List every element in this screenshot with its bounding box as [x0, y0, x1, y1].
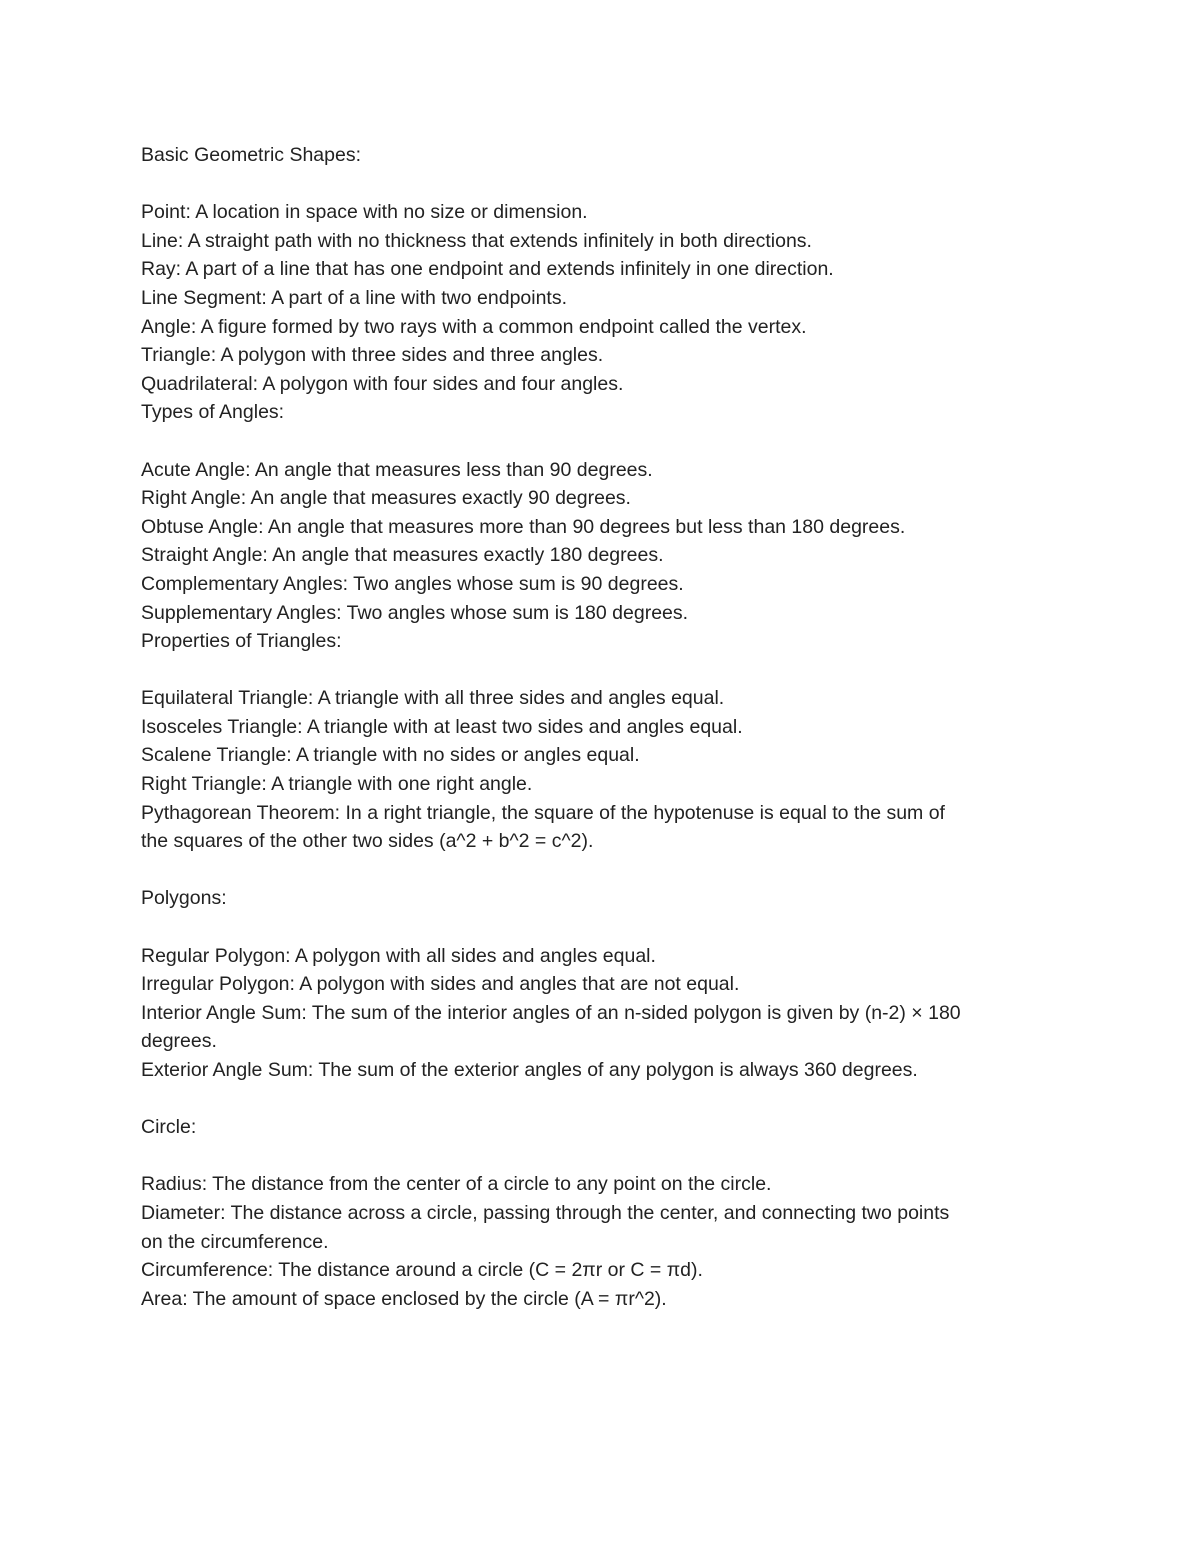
text-line: Irregular Polygon: A polygon with sides and angles that are not equal.: [141, 973, 740, 996]
blank-line: [141, 913, 1061, 942]
text-line: Circumference: The distance around a circle (C = 2πr or C = πd).: [141, 1259, 703, 1282]
blank-line: [141, 427, 1061, 456]
blank-line: [141, 1142, 1061, 1171]
section-heading: Types of Angles:: [141, 401, 285, 424]
text-line: Triangle: A polygon with three sides and three angles.: [141, 344, 604, 367]
text-line: degrees.: [141, 1030, 217, 1053]
section-heading: Properties of Triangles:: [141, 630, 342, 653]
document-page: [141, 141, 1061, 1313]
section-heading: Basic Geometric Shapes:: [141, 144, 362, 166]
text-line: Ray: A part of a line that has one endpoint and extends infinitely in one direction.: [141, 258, 834, 281]
text-line: Diameter: The distance across a circle, passing through the center, and connecting two points: [141, 1201, 950, 1224]
text-line: Quadrilateral: A polygon with four sides and four angles.: [141, 372, 624, 395]
text-line: the squares of the other two sides (a^2 + b^2 = c^2).: [141, 830, 594, 853]
text-line: Radius: The distance from the center of a circle to any point on the circle.: [141, 1173, 772, 1196]
text-line: Isosceles Triangle: A triangle with at least two sides and angles equal.: [141, 715, 743, 738]
text-line: Point: A location in space with no size or dimension.: [141, 201, 588, 224]
text-line: Line Segment: A part of a line with two endpoints.: [141, 286, 568, 309]
blank-line: [141, 856, 1061, 885]
text-line: Equilateral Triangle: A triangle with all three sides and angles equal.: [141, 687, 725, 710]
text-line: Interior Angle Sum: The sum of the interior angles of an n-sided polygon is given by (n-2) × 180: [141, 1001, 961, 1024]
text-line: Line: A straight path with no thickness that extends infinitely in both directions.: [141, 229, 812, 252]
text-line: on the circumference.: [141, 1230, 329, 1253]
text-line: Area: The amount of space enclosed by the circle (A = πr^2).: [141, 1287, 667, 1310]
text-line: Regular Polygon: A polygon with all sides and angles equal.: [141, 944, 656, 967]
text-line: Straight Angle: An angle that measures exactly 180 degrees.: [141, 544, 664, 567]
text-line: Supplementary Angles: Two angles whose sum is 180 degrees.: [141, 601, 689, 624]
text-line: Scalene Triangle: A triangle with no sides or angles equal.: [141, 744, 640, 767]
text-line: Right Triangle: A triangle with one right angle.: [141, 773, 533, 796]
text-line: Pythagorean Theorem: In a right triangle, the square of the hypotenuse is equal to the sum of: [141, 801, 945, 824]
section-heading: Circle:: [141, 1116, 197, 1139]
text-line: Acute Angle: An angle that measures less than 90 degrees.: [141, 458, 653, 481]
blank-line: [141, 170, 1061, 199]
blank-line: [141, 1085, 1061, 1114]
text-line: Complementary Angles: Two angles whose sum is 90 degrees.: [141, 572, 684, 595]
section-heading: Polygons:: [141, 887, 227, 910]
text-line: Exterior Angle Sum: The sum of the exterior angles of any polygon is always 360 degrees.: [141, 1059, 918, 1081]
text-line: Angle: A figure formed by two rays with a common endpoint called the vertex.: [141, 315, 807, 338]
blank-line: [141, 656, 1061, 685]
text-line: Obtuse Angle: An angle that measures more than 90 degrees but less than 180 degrees.: [141, 515, 906, 538]
text-line: Right Angle: An angle that measures exactly 90 degrees.: [141, 487, 631, 510]
